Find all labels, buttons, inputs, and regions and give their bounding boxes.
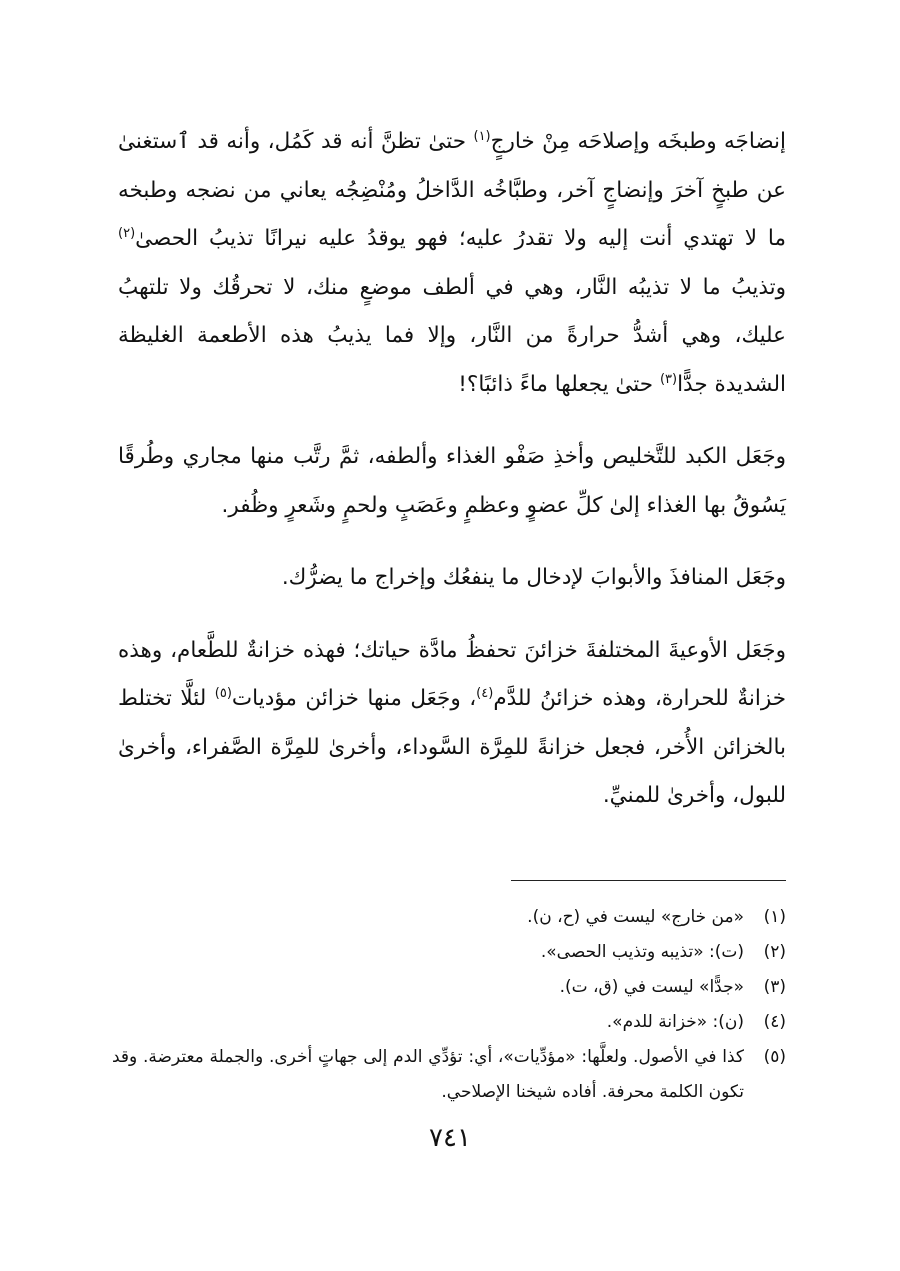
footnote-text: «من خارج» ليست في (ح، ن).: [527, 907, 744, 927]
footnote-number: (٣): [763, 977, 786, 997]
footnote-3: [112, 970, 786, 1005]
paragraph-1: [118, 118, 786, 409]
footnote-number: (٥): [763, 1047, 786, 1067]
footnote-ref-3[interactable]: (٣): [659, 371, 678, 387]
text-run: وجَعَل الأوعيةَ المختلفةَ خزائنَ تحفظُ مادَّة حياتك؛ فهذه خزانةٌ للطَّعام، وهذه خزانةٌ للحرارة، وهذه خزائنُ للدَّم: [118, 637, 786, 711]
footnote-ref-2[interactable]: (٢): [118, 225, 136, 241]
paragraph-4: [118, 627, 786, 821]
paragraph-3: وجَعَل المنافذَ والأبوابَ لإدخال ما ينفعُك وإخراج ما يضرُّك.: [281, 565, 786, 590]
footnote-text: (ن): «خزانة للدم».: [606, 1012, 744, 1032]
text-run: حتىٰ يجعلها ماءً ذائبًا؟!: [458, 371, 660, 397]
footnote-text: «جدًّا» ليست في (ق، ت).: [559, 977, 744, 997]
footnote-ref-1[interactable]: (١): [473, 128, 491, 144]
footnote-text: كذا في الأصول. ولعلَّها: «مؤدِّيات»، أي: تؤدِّي الدم إلى جهاتٍ أخرى. والجملة معترضة. وقد تكون الكلمة محرفة. أفاده شيخنا الإصلاحي.: [112, 1047, 744, 1102]
paragraph-2: وجَعَل الكبد للتَّخليص وأخذِ صَفْو الغذاء وألطفه، ثمَّ رتَّب منها مجاري وطُرقًا يَسُوقُ بها الغذاء إلىٰ كلِّ عضوٍ وعظمٍ وعَصَبٍ ولحمٍ وشَعرٍ وظُفر.: [118, 444, 786, 518]
footnote-2: [112, 935, 786, 970]
page-number: ٧٤١: [429, 1123, 471, 1153]
footnote-ref-4[interactable]: (٤): [476, 685, 494, 701]
text-run: ، وجَعَل منها خزائن مؤديات: [231, 686, 477, 711]
footnote-text: (ت): «تذيبه وتذيب الحصى».: [540, 942, 744, 962]
main-text: [118, 118, 786, 845]
footnote-5: [112, 1040, 786, 1110]
text-run: وتذيبُ ما لا تذيبُه النَّار، وهي في ألطف موضعٍ منك، لا تحرقُك ولا تلتهبُ عليك، وهي أشدُّ حرارةً من النَّار، وإلا فما يذيبُ هذه الأطعمة الغليظة الشديدة جدًّا: [118, 274, 786, 397]
text-run: إنضاجَه وطبخَه وإصلاحَه مِنْ خارجٍ: [490, 129, 786, 154]
footnotes: [112, 900, 786, 1110]
footnote-number: (٢): [763, 942, 786, 962]
text-run: لئلَّا تختلط بالخزائن الأُخر، فجعل خزانةً للمِرَّة السَّوداء، وأخرىٰ للمِرَّة الصَّفراء، وأخرىٰ للبول، وأخرىٰ للمنيِّ.: [118, 686, 786, 808]
text-run: حتىٰ تظنَّ أنه قد كَمُل، وأنه قد ٱستغنىٰ عن طبخٍ آخرَ وإنضاجٍ آخر، وطبَّاخُه الدَّاخلُ ومُنْضِجُه يعاني من نضجه وطبخه ما لا تهتدي أنت إليه ولا تقدرُ عليه؛ فهو يوقدُ عليه نيرانًا تذيبُ الحصىٰ: [118, 129, 786, 251]
footnote-divider: [511, 880, 786, 881]
footnote-number: (٤): [763, 1012, 786, 1032]
footnote-number: (١): [763, 907, 786, 927]
footnote-4: [112, 1005, 786, 1040]
footnote-1: [112, 900, 786, 935]
footnote-ref-5[interactable]: (٥): [214, 685, 232, 701]
